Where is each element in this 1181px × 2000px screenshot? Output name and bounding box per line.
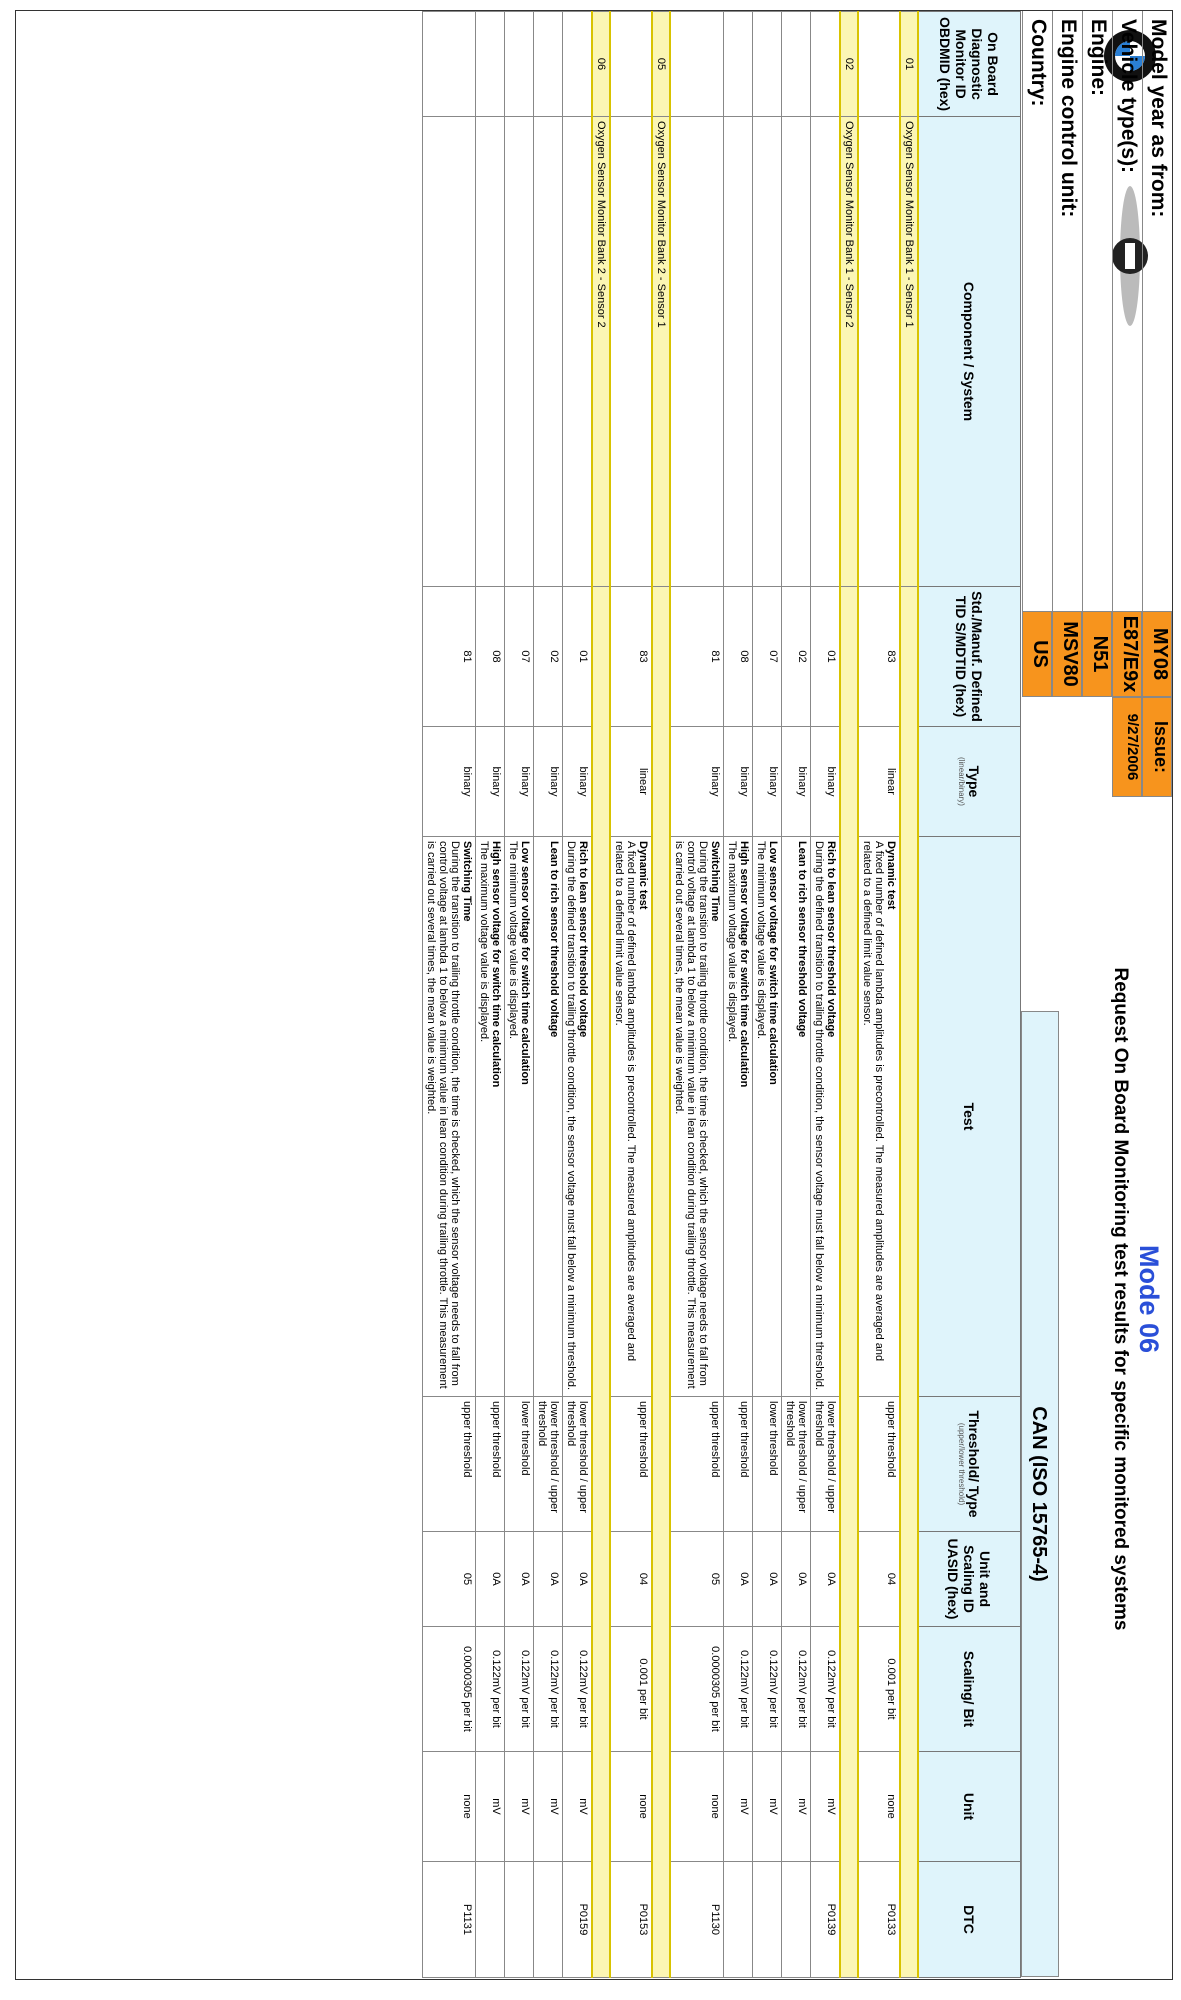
- issue-label: Issue:: [1142, 697, 1172, 797]
- cell-obdmid-empty: [505, 12, 534, 117]
- model-year-value: MY08: [1142, 611, 1172, 697]
- cell-component-empty: [610, 117, 652, 587]
- cell-test: [811, 837, 841, 1397]
- cell-scaling: 0.122mV per bit: [753, 1627, 782, 1752]
- header-type-label: Type: [966, 765, 982, 798]
- cell-tid: 81: [670, 587, 724, 727]
- group-header-row: [592, 12, 610, 1978]
- cell-test: [610, 837, 652, 1397]
- cell-obdmid-empty: [724, 12, 753, 117]
- cell-scaling: 0.122mV per bit: [476, 1627, 505, 1752]
- header-type: [918, 727, 1021, 837]
- cell-test: [858, 837, 900, 1397]
- cell-type: binary: [534, 727, 563, 837]
- cell-type: binary: [505, 727, 534, 837]
- header-tid: Std./Manuf. Defined TID S/MDTID (hex): [918, 587, 1021, 727]
- cell-unit: mV: [563, 1752, 593, 1862]
- cell-component-empty: [534, 117, 563, 587]
- test-description: A fixed number of defined lambda amplitudes is precontrolled. The measured amplitudes are averaged and related to a defined limit value sensor.: [613, 841, 637, 1362]
- cell-tid: 08: [476, 587, 505, 727]
- cell-uasid: 05: [423, 1532, 476, 1627]
- cell-type: linear: [610, 727, 652, 837]
- test-description: During the defined transition to trailing throttle condition, the sensor voltage must fall below a minimum threshold.: [813, 841, 825, 1391]
- test-name: Dynamic test: [885, 841, 897, 910]
- cell-scaling: 0.0000305 per bit: [670, 1627, 724, 1752]
- cell-threshold: lower threshold / upper threshold: [534, 1397, 563, 1532]
- model-year-label: Model year as from:: [1142, 11, 1172, 611]
- table-row: [610, 12, 652, 1978]
- cell-tid: 07: [753, 587, 782, 727]
- test-description: The maximum voltage value is displayed.: [726, 841, 738, 1043]
- cell-uasid: 0A: [563, 1532, 593, 1627]
- cell-threshold: lower threshold / upper threshold: [563, 1397, 593, 1532]
- group-obdmid: 05: [652, 12, 670, 117]
- cell-unit: mV: [505, 1752, 534, 1862]
- header-unit: Unit: [918, 1752, 1021, 1862]
- table-row: [670, 12, 724, 1978]
- table-row: [423, 12, 476, 1978]
- protocol-banner: CAN (ISO 15765-4): [1021, 1011, 1059, 1977]
- cell-unit: none: [670, 1752, 724, 1862]
- test-name: Low sensor voltage for switch time calculation: [519, 841, 531, 1085]
- cell-scaling: 0.122mV per bit: [782, 1627, 811, 1752]
- cell-type: binary: [811, 727, 841, 837]
- vehicle-type-label: Vehicle type(s):: [1112, 11, 1142, 611]
- cell-test: [534, 837, 563, 1397]
- ecu-label: Engine control unit:: [1052, 11, 1082, 611]
- title-block: [1059, 621, 1172, 1977]
- group-header-row: [900, 12, 918, 1978]
- country-label: Country:: [1022, 11, 1052, 611]
- table-header-row: [918, 12, 1021, 1978]
- table-row: [534, 12, 563, 1978]
- cell-tid: 01: [811, 587, 841, 727]
- cell-test: [476, 837, 505, 1397]
- cell-test: [670, 837, 724, 1397]
- table-row: [563, 12, 593, 1978]
- header-obdmid: On Board Diagnostic Monitor ID OBDMID (hex): [918, 12, 1021, 117]
- table-row: [782, 12, 811, 1978]
- cell-component-empty: [782, 117, 811, 587]
- cell-threshold: upper threshold: [423, 1397, 476, 1532]
- cell-unit: mV: [782, 1752, 811, 1862]
- cell-uasid: 0A: [753, 1532, 782, 1627]
- vehicle-type-value: E87/E9x: [1112, 611, 1142, 697]
- cell-type: binary: [423, 727, 476, 837]
- cell-obdmid-empty: [610, 12, 652, 117]
- test-name: Low sensor voltage for switch time calculation: [767, 841, 779, 1085]
- cell-threshold: lower threshold / upper threshold: [811, 1397, 841, 1532]
- group-header-row: [840, 12, 858, 1978]
- group-header-row: [652, 12, 670, 1978]
- cell-uasid: 0A: [476, 1532, 505, 1627]
- cell-uasid: 05: [670, 1532, 724, 1627]
- group-spacer: [900, 587, 918, 1978]
- test-name: Dynamic test: [637, 841, 649, 910]
- test-description: The maximum voltage value is displayed.: [478, 841, 490, 1043]
- cell-dtc: P1130: [670, 1862, 724, 1978]
- table-row: [724, 12, 753, 1978]
- cell-threshold: lower threshold: [505, 1397, 534, 1532]
- cell-component-empty: [423, 117, 476, 587]
- cell-unit: mV: [753, 1752, 782, 1862]
- header-uasid: Unit and Scaling ID UASID (hex): [918, 1532, 1021, 1627]
- cell-dtc: [724, 1862, 753, 1978]
- cell-dtc: P0159: [563, 1862, 593, 1978]
- cell-type: binary: [563, 727, 593, 837]
- cell-test: [753, 837, 782, 1397]
- test-description: During the transition to trailing throttle condition, the time is checked, which the sensor voltage needs to fall from control voltage at lambda 1 to below a minimum value in lean condition during trailing throttle. This measurement is carried out several times, the mean value is weighted.: [425, 841, 461, 1389]
- test-name: Switching Time: [461, 841, 473, 922]
- group-component: Oxygen Sensor Monitor Bank 2 - Sensor 1: [652, 117, 670, 587]
- cell-component-empty: [670, 117, 724, 587]
- cell-dtc: P0139: [811, 1862, 841, 1978]
- cell-obdmid-empty: [476, 12, 505, 117]
- page-frame: [15, 10, 1173, 1980]
- cell-scaling: 0.122mV per bit: [811, 1627, 841, 1752]
- table-row: [476, 12, 505, 1978]
- cell-component-empty: [811, 117, 841, 587]
- cell-threshold: upper threshold: [724, 1397, 753, 1532]
- cell-threshold: upper threshold: [670, 1397, 724, 1532]
- page-title: Mode 06: [1134, 1244, 1164, 1354]
- cell-scaling: 0.001 per bit: [610, 1627, 652, 1752]
- test-description: A fixed number of defined lambda amplitudes is precontrolled. The measured amplitudes are averaged and related to a defined limit value sensor.: [861, 841, 885, 1362]
- test-name: Switching Time: [709, 841, 721, 922]
- cell-obdmid-empty: [670, 12, 724, 117]
- header-threshold-label: Threshold/ Type: [966, 1410, 982, 1518]
- cell-scaling: 0.001 per bit: [858, 1627, 900, 1752]
- cell-threshold: lower threshold / upper threshold: [782, 1397, 811, 1532]
- cell-dtc: [753, 1862, 782, 1978]
- cell-uasid: 04: [610, 1532, 652, 1627]
- cell-component-empty: [753, 117, 782, 587]
- cell-test: [782, 837, 811, 1397]
- test-name: Lean to rich sensor threshold voltage: [796, 841, 808, 1038]
- cell-threshold: upper threshold: [858, 1397, 900, 1532]
- test-name: Rich to lean sensor threshold voltage: [577, 841, 589, 1038]
- ecu-value: MSV80: [1052, 611, 1082, 697]
- group-obdmid: 02: [840, 12, 858, 117]
- cell-uasid: 0A: [534, 1532, 563, 1627]
- engine-label: Engine:: [1082, 11, 1112, 611]
- cell-threshold: lower threshold: [753, 1397, 782, 1532]
- cell-scaling: 0.122mV per bit: [505, 1627, 534, 1752]
- cell-unit: none: [423, 1752, 476, 1862]
- test-name: High sensor voltage for switch time calculation: [738, 841, 750, 1088]
- cell-uasid: 0A: [724, 1532, 753, 1627]
- cell-dtc: P1131: [423, 1862, 476, 1978]
- cell-obdmid-empty: [782, 12, 811, 117]
- cell-scaling: 0.122mV per bit: [724, 1627, 753, 1752]
- cell-dtc: [782, 1862, 811, 1978]
- cell-tid: 07: [505, 587, 534, 727]
- cell-obdmid-empty: [858, 12, 900, 117]
- header-threshold-sub: (upper/lower threshold): [957, 1422, 966, 1506]
- cell-unit: mV: [811, 1752, 841, 1862]
- cell-scaling: 0.122mV per bit: [563, 1627, 593, 1752]
- cell-type: linear: [858, 727, 900, 837]
- cell-obdmid-empty: [563, 12, 593, 117]
- test-name: Rich to lean sensor threshold voltage: [825, 841, 837, 1038]
- test-description: The minimum voltage value is displayed.: [755, 841, 767, 1040]
- group-spacer: [592, 587, 610, 1978]
- cell-dtc: [476, 1862, 505, 1978]
- cell-tid: 81: [423, 587, 476, 727]
- cell-uasid: 04: [858, 1532, 900, 1627]
- cell-component-empty: [563, 117, 593, 587]
- cell-tid: 02: [782, 587, 811, 727]
- cell-test: [423, 837, 476, 1397]
- cell-dtc: P0153: [610, 1862, 652, 1978]
- header-type-sub: (linear/binary): [957, 757, 966, 806]
- header-scaling: Scaling/ Bit: [918, 1627, 1021, 1752]
- group-obdmid: 06: [592, 12, 610, 117]
- cell-type: binary: [782, 727, 811, 837]
- cell-uasid: 0A: [811, 1532, 841, 1627]
- cell-scaling: 0.0000305 per bit: [423, 1627, 476, 1752]
- cell-dtc: [505, 1862, 534, 1978]
- table-row: [811, 12, 841, 1978]
- mode06-table: [422, 11, 1021, 1978]
- cell-uasid: 0A: [782, 1532, 811, 1627]
- group-component: Oxygen Sensor Monitor Bank 2 - Sensor 2: [592, 117, 610, 587]
- group-spacer: [840, 587, 858, 1978]
- cell-dtc: P0133: [858, 1862, 900, 1978]
- cell-tid: 83: [858, 587, 900, 727]
- cell-unit: none: [858, 1752, 900, 1862]
- group-spacer: [652, 587, 670, 1978]
- test-name: Lean to rich sensor threshold voltage: [548, 841, 560, 1038]
- group-component: Oxygen Sensor Monitor Bank 1 - Sensor 1: [900, 117, 918, 587]
- cell-component-empty: [858, 117, 900, 587]
- cell-test: [505, 837, 534, 1397]
- cell-obdmid-empty: [423, 12, 476, 117]
- cell-component-empty: [505, 117, 534, 587]
- cell-tid: 08: [724, 587, 753, 727]
- test-description: The minimum voltage value is displayed.: [507, 841, 519, 1040]
- cell-dtc: [534, 1862, 563, 1978]
- cell-threshold: upper threshold: [610, 1397, 652, 1532]
- test-description: During the transition to trailing throttle condition, the time is checked, which the sensor voltage needs to fall from control voltage at lambda 1 to below a minimum value in lean condition during trailing throttle. This measurement is carried out several times, the mean value is weighted.: [673, 841, 709, 1389]
- table-row: [753, 12, 782, 1978]
- table-row: [505, 12, 534, 1978]
- cell-component-empty: [724, 117, 753, 587]
- country-value: US: [1022, 611, 1052, 697]
- cell-type: binary: [670, 727, 724, 837]
- engine-value: N51: [1082, 611, 1112, 697]
- cell-type: binary: [476, 727, 505, 837]
- cell-obdmid-empty: [753, 12, 782, 117]
- cell-threshold: upper threshold: [476, 1397, 505, 1532]
- cell-uasid: 0A: [505, 1532, 534, 1627]
- cell-type: binary: [753, 727, 782, 837]
- cell-component-empty: [476, 117, 505, 587]
- header-dtc: DTC: [918, 1862, 1021, 1978]
- group-obdmid: 01: [900, 12, 918, 117]
- cell-obdmid-empty: [534, 12, 563, 117]
- cell-type: binary: [724, 727, 753, 837]
- cell-unit: none: [610, 1752, 652, 1862]
- cell-tid: 01: [563, 587, 593, 727]
- table-row: [858, 12, 900, 1978]
- page-subtitle: Request On Board Monitoring test results for specific monitored systems: [1110, 967, 1131, 1631]
- cell-obdmid-empty: [811, 12, 841, 117]
- cell-unit: mV: [534, 1752, 563, 1862]
- header-component: Component / System: [918, 117, 1021, 587]
- test-description: During the defined transition to trailing throttle condition, the sensor voltage must fall below a minimum threshold.: [565, 841, 577, 1391]
- cell-test: [563, 837, 593, 1397]
- issue-value: 9/27/2006: [1112, 697, 1142, 797]
- header-threshold: [918, 1397, 1021, 1532]
- group-component: Oxygen Sensor Monitor Bank 1 - Sensor 2: [840, 117, 858, 587]
- cell-test: [724, 837, 753, 1397]
- cell-unit: mV: [476, 1752, 505, 1862]
- cell-tid: 83: [610, 587, 652, 727]
- header-test: Test: [918, 837, 1021, 1397]
- cell-tid: 02: [534, 587, 563, 727]
- cell-scaling: 0.122mV per bit: [534, 1627, 563, 1752]
- cell-unit: mV: [724, 1752, 753, 1862]
- test-name: High sensor voltage for switch time calculation: [490, 841, 502, 1088]
